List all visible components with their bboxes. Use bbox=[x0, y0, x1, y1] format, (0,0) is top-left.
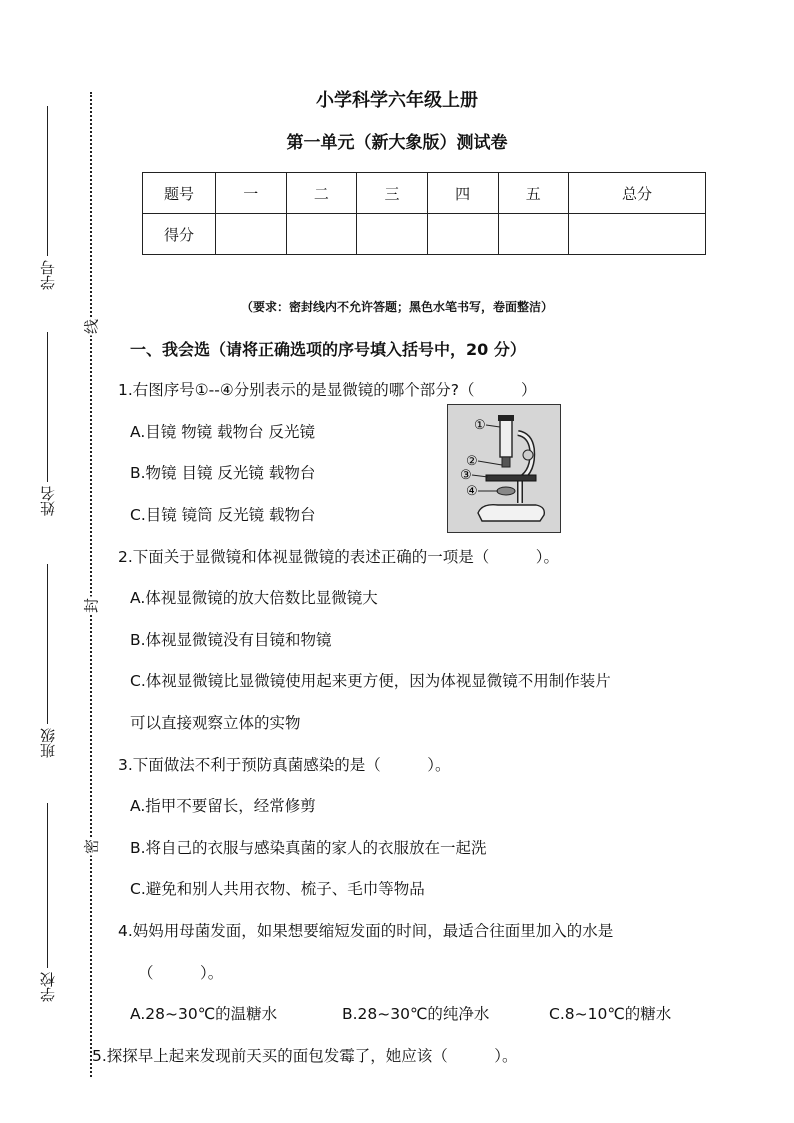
score-header-cell: 题号 bbox=[143, 173, 216, 214]
q4-option-c: C.8~10℃的糖水 bbox=[549, 1005, 672, 1023]
q3-option-b: B.将自己的衣服与感染真菌的家人的衣服放在一起洗 bbox=[130, 839, 487, 857]
class-label: 班级 bbox=[38, 550, 58, 758]
score-cell[interactable] bbox=[569, 214, 706, 255]
score-table-score-row bbox=[143, 214, 706, 255]
figure-label-4: ④ bbox=[466, 484, 478, 499]
requirement-note: （要求：密封线内不允许答题；黑色水笔书写，卷面整洁） bbox=[240, 300, 553, 314]
question-3-stem: 3.下面做法不利于预防真菌感染的是（ ）。 bbox=[118, 756, 451, 774]
seal-char-line: 线 bbox=[82, 319, 101, 335]
q1-option-b: B.物镜 目镜 反光镜 载物台 bbox=[130, 464, 316, 482]
school-blank[interactable] bbox=[48, 803, 49, 968]
q2-option-c-continued: 可以直接观察立体的实物 bbox=[130, 714, 301, 732]
figure-label-2: ② bbox=[466, 454, 478, 469]
name-blank[interactable] bbox=[48, 332, 49, 482]
seal-char-seal: 封 bbox=[82, 598, 101, 614]
figure-label-3: ③ bbox=[460, 468, 472, 483]
score-header-cell: 二 bbox=[286, 173, 357, 214]
figure-label-1: ① bbox=[474, 418, 486, 433]
name-label: 姓名 bbox=[38, 316, 58, 516]
score-cell[interactable] bbox=[216, 214, 287, 255]
question-5-stem: 5.探探早上起来发现前天买的面包发霉了，她应该（ ）。 bbox=[92, 1047, 518, 1065]
q4-option-b: B.28~30℃的纯净水 bbox=[342, 1005, 490, 1023]
score-cell[interactable] bbox=[427, 214, 498, 255]
q2-option-c: C.体视显微镜比显微镜使用起来更方便，因为体视显微镜不用制作装片 bbox=[130, 672, 611, 690]
score-header-cell: 三 bbox=[357, 173, 428, 214]
student-id-label: 学号 bbox=[38, 90, 58, 290]
score-cell[interactable] bbox=[498, 214, 569, 255]
seal-dotted-line bbox=[90, 92, 92, 1077]
score-header-cell: 四 bbox=[427, 173, 498, 214]
page-subtitle: 第一单元（新大象版）测试卷 bbox=[286, 133, 508, 153]
microscope-drawing bbox=[448, 405, 560, 532]
q2-option-b: B.体视显微镜没有目镜和物镜 bbox=[130, 631, 332, 649]
score-row-label: 得分 bbox=[143, 214, 216, 255]
school-label: 学校 bbox=[38, 792, 58, 1002]
question-4-stem: 4.妈妈用母菌发面，如果想要缩短发面的时间，最适合往面里加入的水是 bbox=[118, 922, 614, 940]
score-table-header-row bbox=[143, 173, 706, 214]
q1-option-c: C.目镜 镜筒 反光镜 载物台 bbox=[130, 506, 316, 524]
seal-char-secret: 密 bbox=[82, 839, 101, 855]
score-header-cell: 一 bbox=[216, 173, 287, 214]
question-2-stem: 2.下面关于显微镜和体视显微镜的表述正确的一项是（ ）。 bbox=[118, 548, 560, 566]
q3-option-a: A.指甲不要留长，经常修剪 bbox=[130, 797, 316, 815]
q4-option-a: A.28~30℃的温糖水 bbox=[130, 1005, 278, 1023]
class-blank[interactable] bbox=[48, 564, 49, 724]
score-header-cell: 五 bbox=[498, 173, 569, 214]
q3-option-c: C.避免和别人共用衣物、梳子、毛巾等物品 bbox=[130, 880, 425, 898]
section-heading: 一、我会选（请将正确选项的序号填入括号中，20 分） bbox=[130, 340, 526, 359]
score-cell[interactable] bbox=[286, 214, 357, 255]
page-title: 小学科学六年级上册 bbox=[316, 90, 478, 111]
q2-option-a: A.体视显微镜的放大倍数比显微镜大 bbox=[130, 589, 378, 607]
score-cell[interactable] bbox=[357, 214, 428, 255]
score-table bbox=[142, 172, 706, 255]
q1-option-a: A.目镜 物镜 载物台 反光镜 bbox=[130, 423, 316, 441]
score-header-cell: 总分 bbox=[569, 173, 706, 214]
question-1-stem: 1.右图序号①--④分别表示的是显微镜的哪个部分?（ ） bbox=[118, 381, 537, 399]
question-4-stem-continued: （ ）。 bbox=[138, 964, 224, 982]
microscope-figure bbox=[447, 404, 561, 533]
